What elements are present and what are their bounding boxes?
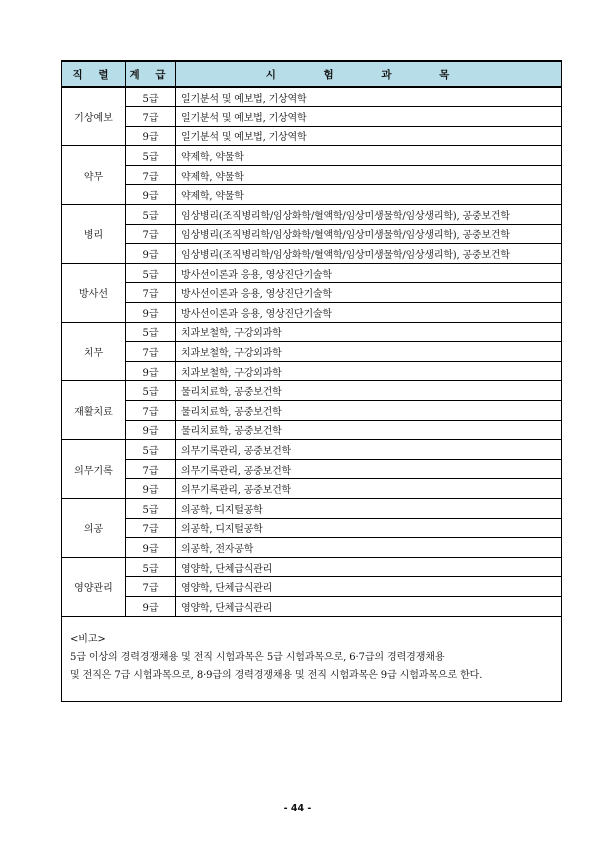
series-cell: 의무기록 <box>62 440 126 499</box>
subjects-cell: 치과보철학, 구강외과학 <box>176 361 562 381</box>
grade-cell: 5급 <box>126 498 176 518</box>
table-row <box>62 401 562 421</box>
grade-cell: 5급 <box>126 557 176 577</box>
subjects-cell: 임상병리(조직병리학/임상화학/혈액학/임상미생물학/임상생리학), 공중보건학 <box>176 244 562 264</box>
subjects-cell: 방사선이론과 응용, 영상진단기술학 <box>176 303 562 323</box>
grade-cell: 9급 <box>126 244 176 264</box>
table-row <box>62 185 562 205</box>
table-row <box>62 557 562 577</box>
subjects-cell: 의공학, 디지털공학 <box>176 498 562 518</box>
table-row <box>62 538 562 558</box>
grade-cell: 9급 <box>126 185 176 205</box>
series-cell: 약무 <box>62 146 126 205</box>
subjects-cell: 영양학, 단체급식관리 <box>176 577 562 597</box>
table-row <box>62 322 562 342</box>
table-body <box>62 87 562 616</box>
subjects-cell: 영양학, 단체급식관리 <box>176 596 562 616</box>
grade-cell: 7급 <box>126 165 176 185</box>
subjects-cell: 일기분석 및 예보법, 기상역학 <box>176 126 562 146</box>
series-cell: 기상예보 <box>62 87 126 146</box>
grade-cell: 9급 <box>126 538 176 558</box>
table-row <box>62 518 562 538</box>
table-row <box>62 224 562 244</box>
table-row <box>62 498 562 518</box>
subjects-cell: 영양학, 단체급식관리 <box>176 557 562 577</box>
grade-cell: 7급 <box>126 342 176 362</box>
subjects-cell: 약제학, 약물학 <box>176 165 562 185</box>
series-cell: 영양관리 <box>62 557 126 616</box>
table-row <box>62 342 562 362</box>
subjects-cell: 방사선이론과 응용, 영상진단기술학 <box>176 263 562 283</box>
grade-cell: 7급 <box>126 224 176 244</box>
header-grade: 계 급 <box>126 61 176 87</box>
remarks-line-2: 및 전직은 7급 시험과목으로, 8·9급의 경력경쟁채용 및 전직 시험과목은 9급 시험과목으로 한다. <box>70 669 483 681</box>
grade-cell: 5급 <box>126 205 176 225</box>
grade-cell: 7급 <box>126 459 176 479</box>
table-row <box>62 244 562 264</box>
table-row <box>62 479 562 499</box>
table-row <box>62 440 562 460</box>
table-row <box>62 165 562 185</box>
subjects-cell: 의공학, 전자공학 <box>176 538 562 558</box>
subjects-cell: 물리치료학, 공중보건학 <box>176 381 562 401</box>
header-series: 직 렬 <box>62 61 126 87</box>
grade-cell: 5급 <box>126 381 176 401</box>
table-row <box>62 263 562 283</box>
subjects-cell: 의무기록관리, 공중보건학 <box>176 440 562 460</box>
grade-cell: 7급 <box>126 401 176 421</box>
subjects-cell: 임상병리(조직병리학/임상화학/혈액학/임상미생물학/임상생리학), 공중보건학 <box>176 224 562 244</box>
series-cell: 방사선 <box>62 263 126 322</box>
subjects-cell: 일기분석 및 예보법, 기상역학 <box>176 107 562 127</box>
grade-cell: 7급 <box>126 518 176 538</box>
table-row <box>62 146 562 166</box>
series-cell: 재활치료 <box>62 381 126 440</box>
table-row <box>62 126 562 146</box>
grade-cell: 7급 <box>126 107 176 127</box>
grade-cell: 7급 <box>126 283 176 303</box>
grade-cell: 9급 <box>126 361 176 381</box>
series-cell: 치무 <box>62 322 126 381</box>
subjects-cell: 치과보철학, 구강외과학 <box>176 322 562 342</box>
grade-cell: 5급 <box>126 440 176 460</box>
table-row <box>62 107 562 127</box>
subjects-cell: 의공학, 디지털공학 <box>176 518 562 538</box>
exam-subjects-table <box>61 60 562 617</box>
subjects-cell: 물리치료학, 공중보건학 <box>176 420 562 440</box>
grade-cell: 9급 <box>126 479 176 499</box>
subjects-cell: 방사선이론과 응용, 영상진단기술학 <box>176 283 562 303</box>
subjects-cell: 의무기록관리, 공중보건학 <box>176 459 562 479</box>
subjects-cell: 물리치료학, 공중보건학 <box>176 401 562 421</box>
subjects-cell: 약제학, 약물학 <box>176 185 562 205</box>
grade-cell: 9급 <box>126 420 176 440</box>
remarks-line-1: 5급 이상의 경력경쟁채용 및 전직 시험과목은 5급 시험과목으로, 6·7급의 경력경쟁채용 <box>70 651 445 663</box>
grade-cell: 7급 <box>126 577 176 597</box>
table-row <box>62 420 562 440</box>
series-cell: 의공 <box>62 498 126 557</box>
remarks-box <box>61 617 562 702</box>
grade-cell: 5급 <box>126 146 176 166</box>
table-row <box>62 205 562 225</box>
grade-cell: 9급 <box>126 303 176 323</box>
table-row <box>62 596 562 616</box>
table-row <box>62 303 562 323</box>
table-row <box>62 361 562 381</box>
page-number: - 44 - <box>283 803 312 814</box>
grade-cell: 9급 <box>126 596 176 616</box>
header-subjects: 시 험 과 목 <box>176 61 562 87</box>
table-row <box>62 87 562 107</box>
grade-cell: 5급 <box>126 87 176 107</box>
subjects-cell: 치과보철학, 구강외과학 <box>176 342 562 362</box>
grade-cell: 5급 <box>126 263 176 283</box>
subjects-cell: 임상병리(조직병리학/임상화학/혈액학/임상미생물학/임상생리학), 공중보건학 <box>176 205 562 225</box>
table-row <box>62 283 562 303</box>
subjects-cell: 의무기록관리, 공중보건학 <box>176 479 562 499</box>
table-row <box>62 459 562 479</box>
grade-cell: 9급 <box>126 126 176 146</box>
subjects-cell: 일기분석 및 예보법, 기상역학 <box>176 87 562 107</box>
subjects-cell: 약제학, 약물학 <box>176 146 562 166</box>
grade-cell: 5급 <box>126 322 176 342</box>
table-row <box>62 577 562 597</box>
document-body <box>61 60 562 702</box>
table-row <box>62 381 562 401</box>
series-cell: 병리 <box>62 205 126 264</box>
remarks-title: <비고> <box>70 633 106 645</box>
table-header <box>62 61 562 87</box>
